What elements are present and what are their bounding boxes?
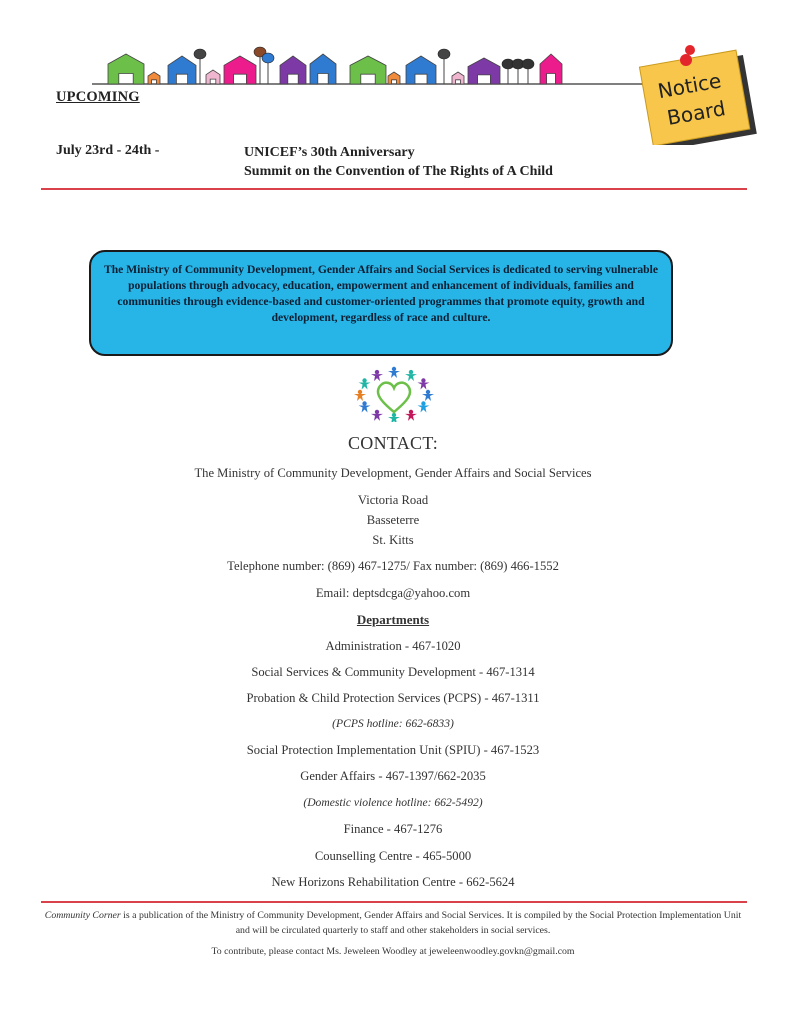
department-item: Social Protection Implementation Unit (SPIU) - 467-1523 [246,743,540,757]
event-title [244,143,553,181]
people-heart-logo-icon [352,366,436,422]
address-line-1: Victoria Road [357,493,429,507]
small-house-icon [206,70,220,84]
person-figure-icon [388,413,400,422]
publication-text: is a publication of the Ministry of Community Development, Gender Affairs and Social Services. It is compiled by the Social Protection Implementation Unit and will be circulated quarterly to staff and other stakeholders in social services. [120,910,742,936]
publication-name: Community Corner [44,910,121,921]
person-figure-icon [422,390,434,401]
person-figure-icon [405,370,417,381]
department-hotline: (Domestic violence hotline: 662-5492) [303,796,483,809]
department-item: Probation & Child Protection Services (PCPS) - 467-1311 [246,691,540,705]
event-title-line2: Summit on the Convention of The Rights of A Child [244,164,553,179]
notice-text-line2: Board [665,96,728,130]
event-date: July 23rd - 24th - [56,143,160,158]
address-line-3: St. Kitts [372,533,414,547]
tree-icon [438,49,450,84]
footer-publication-note [40,908,746,938]
notice-text-line1: Notice [655,68,723,104]
house-icon [168,56,196,84]
upcoming-heading: UPCOMING [56,89,140,105]
footer-contribute: To contribute, please contact Ms. Jeweleen Woodley at jeweleenwoodley.govkn@gmail.com [211,946,575,957]
footer [40,908,746,959]
small-house-icon [452,72,464,84]
contact-heading: CONTACT: [347,433,439,453]
department-item: Administration - 467-1020 [325,639,461,653]
person-figure-icon [371,410,383,421]
phone-fax: Telephone number: (869) 467-1275/ Fax number: (869) 466-1552 [227,559,559,573]
contact-ministry: The Ministry of Community Development, Gender Affairs and Social Services [194,466,592,480]
person-figure-icon [417,378,429,389]
contact-email[interactable]: Email: deptsdcga@yahoo.com [315,586,471,600]
tree-icon [262,53,274,84]
department-item: New Horizons Rehabilitation Centre - 662-5624 [271,875,515,889]
small-house-icon [148,72,160,84]
event-title-line1: UNICEF’s 30th Anniversary [244,145,415,160]
house-icon [350,56,386,84]
departments-heading: Departments [356,612,430,627]
department-hotline: (PCPS hotline: 662-6833) [332,717,454,730]
department-item: Social Services & Community Development - 467-1314 [251,665,535,679]
address-line-2: Basseterre [366,513,420,527]
house-icon [108,54,144,84]
mission-statement-box [89,250,673,356]
house-icon [280,56,306,84]
divider-bottom [41,901,747,903]
house-icon [406,56,436,84]
small-house-icon [388,72,400,84]
person-figure-icon [388,367,400,378]
house-icon [540,54,562,84]
person-figure-icon [359,378,371,389]
person-figure-icon [354,390,366,401]
divider-top [41,188,747,190]
house-icon [468,58,500,84]
house-icon [224,56,256,84]
person-figure-icon [417,401,429,412]
mission-statement-text: The Ministry of Community Development, Gender Affairs and Social Services is dedicated to serving vulnerable populations through advocacy, education, empowerment and enhancement of individuals, families and communities through evidence-based and customer-oriented programmes that promote equity, growth and development, regardless of race and culture. [104,263,658,324]
person-figure-icon [359,401,371,412]
department-item: Finance - 467-1276 [343,822,443,836]
person-figure-icon [405,410,417,421]
department-item: Counselling Centre - 465-5000 [314,849,472,863]
person-figure-icon [371,370,383,381]
tree-icon [522,59,534,84]
department-item: Gender Affairs - 467-1397/662-2035 [300,769,486,783]
notice-board-icon [630,40,760,145]
houses-banner-icon [88,40,648,90]
house-icon [310,54,336,84]
